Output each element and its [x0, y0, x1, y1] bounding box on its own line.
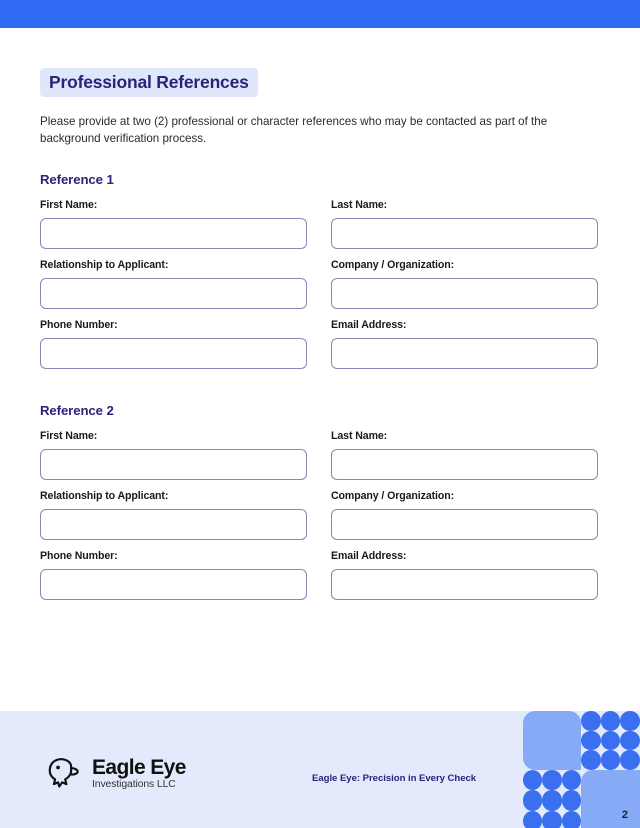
input-first-name-1[interactable]	[40, 218, 307, 249]
field-company-2	[331, 490, 598, 540]
eagle-head-icon	[45, 755, 83, 793]
pattern-dot	[620, 731, 640, 751]
pattern-dot	[542, 790, 561, 810]
field-label-email-2: Email Address:	[331, 549, 407, 562]
pattern-dot	[523, 790, 542, 810]
pattern-dot	[601, 731, 621, 751]
footer-tagline: Eagle Eye: Precision in Every Check	[312, 773, 477, 784]
reference-2-heading: Reference 2	[40, 402, 114, 418]
field-label-last-name-2: Last Name:	[331, 429, 388, 442]
pattern-dot	[562, 790, 581, 810]
field-label-phone-1: Phone Number:	[40, 318, 118, 331]
pattern-dot	[562, 811, 581, 828]
field-email-2	[331, 550, 598, 600]
pattern-dots-top-right	[581, 711, 640, 770]
field-label-first-name-1: First Name:	[40, 198, 98, 211]
decorative-pattern	[523, 711, 640, 828]
input-company-2[interactable]	[331, 509, 598, 540]
input-phone-1[interactable]	[40, 338, 307, 369]
field-phone-1	[40, 319, 307, 369]
field-relationship-2	[40, 490, 307, 540]
top-accent-bar	[0, 0, 640, 28]
pattern-dot	[581, 711, 601, 731]
pattern-dot	[542, 770, 561, 790]
reference-2-fields	[40, 430, 600, 610]
brand-name: Eagle Eye	[92, 756, 186, 780]
brand-text	[92, 757, 186, 790]
input-relationship-2[interactable]	[40, 509, 307, 540]
field-label-last-name-1: Last Name:	[331, 198, 388, 211]
pattern-dot	[523, 811, 542, 828]
brand-subtitle: Investigations LLC	[92, 779, 176, 791]
brand-logo	[45, 755, 186, 793]
input-last-name-1[interactable]	[331, 218, 598, 249]
pattern-dot	[601, 711, 621, 731]
pattern-dot	[620, 711, 640, 731]
pattern-dot	[562, 770, 581, 790]
field-label-relationship-1: Relationship to Applicant:	[40, 258, 169, 271]
field-last-name-1	[331, 199, 598, 249]
field-last-name-2	[331, 430, 598, 480]
page-title: Professional References	[40, 68, 258, 97]
field-label-first-name-2: First Name:	[40, 429, 98, 442]
field-label-email-1: Email Address:	[331, 318, 407, 331]
input-first-name-2[interactable]	[40, 449, 307, 480]
field-label-relationship-2: Relationship to Applicant:	[40, 489, 169, 502]
input-email-1[interactable]	[331, 338, 598, 369]
pattern-solid-bottom-right	[581, 770, 640, 828]
field-relationship-1	[40, 259, 307, 309]
input-last-name-2[interactable]	[331, 449, 598, 480]
pattern-dot	[620, 750, 640, 770]
field-first-name-1	[40, 199, 307, 249]
pattern-solid-top-left	[523, 711, 581, 770]
field-label-phone-2: Phone Number:	[40, 549, 118, 562]
page-number: 2	[621, 809, 628, 821]
eagle-eye-dot	[56, 766, 60, 770]
pattern-dot	[581, 750, 601, 770]
page-content	[0, 28, 640, 711]
pattern-dot	[581, 731, 601, 751]
page-footer	[0, 711, 640, 828]
field-first-name-2	[40, 430, 307, 480]
reference-1-fields	[40, 199, 600, 379]
field-label-company-1: Company / Organization:	[331, 258, 455, 271]
field-email-1	[331, 319, 598, 369]
input-phone-2[interactable]	[40, 569, 307, 600]
input-company-1[interactable]	[331, 278, 598, 309]
pattern-dots-bottom-left	[523, 770, 581, 828]
pattern-dot	[542, 811, 561, 828]
input-relationship-1[interactable]	[40, 278, 307, 309]
input-email-2[interactable]	[331, 569, 598, 600]
section-title-container	[40, 68, 600, 97]
section-intro-text: Please provide at two (2) professional or character references who may be contacted as part of the background verification process.	[40, 115, 548, 146]
pattern-dot	[523, 770, 542, 790]
field-label-company-2: Company / Organization:	[331, 489, 455, 502]
field-phone-2	[40, 550, 307, 600]
reference-1-heading: Reference 1	[40, 171, 114, 187]
field-company-1	[331, 259, 598, 309]
pattern-dot	[601, 750, 621, 770]
